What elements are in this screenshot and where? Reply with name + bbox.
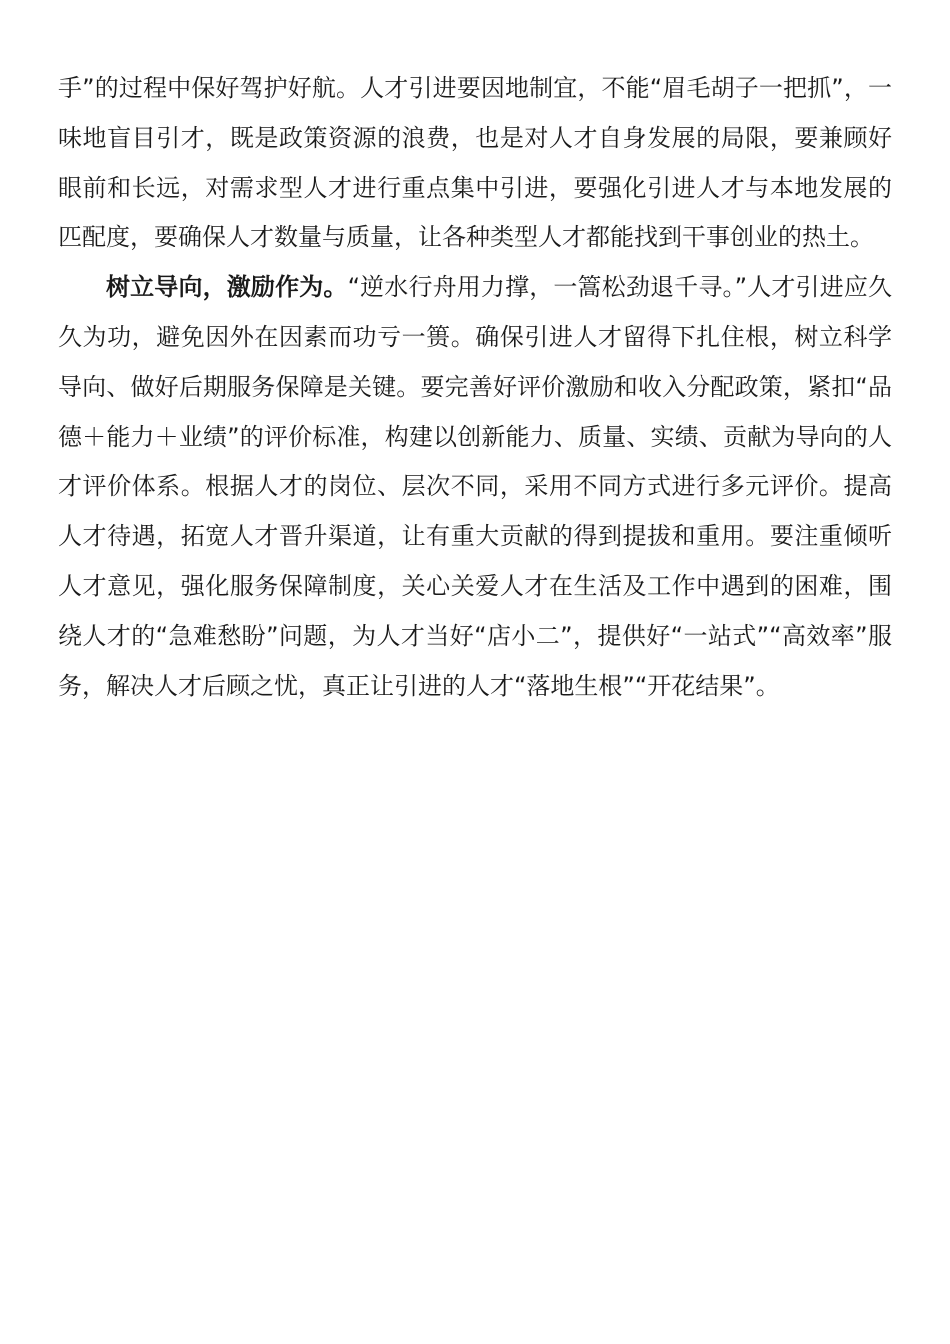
paragraph-text: “逆水行舟用力撑，一篙松劲退千寻。”人才引进应久久为功，避免因外在因素而功亏一篑。确保引进人才留得下扎住根，树立科学导向、做好后期服务保障是关键。要完善好评价激励和收入分配政策，紧扣“品德＋能力＋业绩”的评价标准，构建以创新能力、质量、实绩、贡献为导向的人才评价体系。根据人才的岗位、层次不同，采用不同方式进行多元评价。提高人才待遇，拓宽人才晋升渠道，让有重大贡献的得到提拔和重用。要注重倾听人才意见，强化服务保障制度，关心关爱人才在生活及工作中遇到的困难，围绕人才的“急难愁盼”问题，为人才当好“店小二”，提供好“一站式”“高效率”服务，解决人才后顾之忧，真正让引进的人才“落地生根”“开花结果”。 — [58, 273, 893, 700]
paragraph-continued — [58, 64, 892, 263]
paragraph-text: 手”的过程中保好驾护好航。人才引进要因地制宜，不能“眉毛胡子一把抓”，一味地盲目引才，既是政策资源的浪费，也是对人才自身发展的局限，要兼顾好眼前和长远，对需求型人才进行重点集中引进，要强化引进人才与本地发展的匹配度，要确保人才数量与质量，让各种类型人才都能找到干事创业的热土。 — [58, 74, 892, 252]
paragraph-talent-guidance — [58, 263, 892, 711]
document-page — [58, 64, 892, 711]
paragraph-heading: 树立导向，激励作为。 — [106, 273, 348, 302]
